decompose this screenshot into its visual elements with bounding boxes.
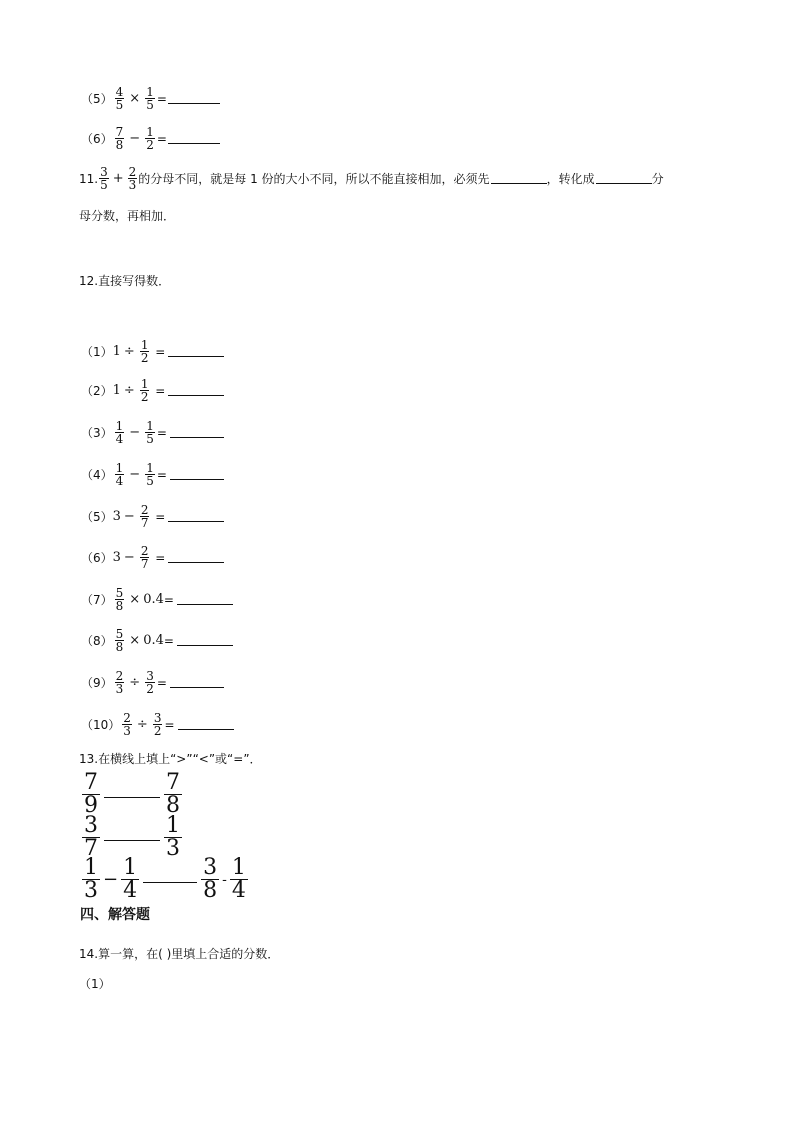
q12-item (81, 462, 224, 487)
q13-title (79, 750, 262, 767)
q12-item (81, 587, 233, 612)
fraction: $\frac{3}{2}$ (146, 669, 154, 696)
equals-sign: = (156, 131, 167, 146)
operator: ÷ (123, 344, 135, 359)
operator: − (129, 467, 141, 482)
q14-title (79, 945, 279, 962)
q12-item (81, 712, 234, 737)
operator: × (129, 633, 141, 648)
item-label: （8） (81, 634, 113, 648)
equals-sign: = (163, 633, 174, 648)
q13-row-1 (82, 772, 182, 817)
item-label: （5） (81, 510, 113, 524)
q14-sub (79, 975, 111, 992)
question-text: ，转化成 (546, 172, 595, 186)
number: 0.4 (143, 592, 164, 607)
answer-blank[interactable] (168, 142, 220, 144)
q13-row-2 (82, 815, 182, 860)
answer-blank[interactable] (168, 394, 224, 396)
question-text: 母分数，再相加． (79, 209, 176, 223)
fraction: $\frac{2}{7}$ (140, 503, 149, 530)
question-title: 14.算一算，在( )里填上合适的分数． (79, 947, 280, 961)
fraction: $\frac{3}{2}$ (153, 711, 162, 738)
number: 3 (112, 550, 121, 565)
operator: − (129, 425, 141, 440)
q11-line-1 (79, 166, 664, 191)
q12-title (79, 272, 170, 289)
operator: ÷ (136, 717, 148, 732)
fraction: $\frac{1}{4}$ (123, 855, 138, 903)
fraction: $\frac{1}{4}$ (115, 419, 124, 446)
fraction: $\frac{1}{2}$ (140, 338, 149, 365)
item-label: （6） (81, 132, 113, 146)
item-label: （9） (81, 676, 113, 690)
fraction: $\frac{5}{8}$ (115, 627, 124, 654)
operator: × (129, 91, 141, 106)
q12-item (81, 504, 224, 529)
question-text: 的分母不同，就是每 1 份的大小不同，所以不能直接相加，必须先 (138, 172, 490, 186)
fraction: $\frac{2}{3}$ (128, 165, 137, 192)
q12-item (81, 545, 224, 570)
operator: ÷ (123, 383, 135, 398)
item-label: （10） (81, 718, 121, 732)
compare-blank[interactable] (104, 839, 160, 841)
fraction: 7 9 (84, 770, 98, 818)
item-label: （1） (81, 345, 113, 359)
answer-blank-2[interactable] (596, 182, 652, 184)
fraction: $\frac{2}{3}$ (123, 711, 131, 738)
answer-blank[interactable] (178, 728, 234, 730)
q12-item (81, 670, 224, 695)
equals-sign: = (151, 344, 166, 359)
operator: × (129, 592, 141, 607)
q11-line-2 (79, 207, 175, 224)
number: 1 (112, 344, 121, 359)
answer-blank-1[interactable] (491, 182, 547, 184)
equals-sign: = (156, 425, 167, 440)
answer-blank[interactable] (177, 644, 233, 646)
question-text: 分 (651, 172, 664, 186)
fraction: $\frac{1}{5}$ (146, 419, 154, 446)
fraction: $\frac{2}{3}$ (115, 669, 124, 696)
item-label: （1） (79, 977, 111, 991)
answer-blank[interactable] (170, 686, 224, 688)
q12-item (81, 339, 224, 364)
number: 3 (112, 509, 121, 524)
answer-blank[interactable] (170, 478, 224, 480)
compare-blank[interactable] (143, 881, 197, 883)
operator: − (103, 869, 119, 890)
q10-item-6 (81, 126, 220, 151)
answer-blank[interactable] (170, 436, 224, 438)
operator: − (129, 131, 141, 146)
fraction: $\frac{1}{2}$ (140, 377, 149, 404)
answer-blank[interactable] (168, 561, 224, 563)
item-label: （7） (81, 593, 113, 607)
operator: − (123, 509, 135, 524)
equals-sign: = (156, 91, 167, 106)
answer-blank[interactable] (168, 520, 224, 522)
equals-sign: = (164, 717, 175, 732)
item-label: （4） (81, 468, 113, 482)
equals-sign: = (156, 467, 167, 482)
item-label: （5） (81, 92, 113, 106)
item-label: （2） (81, 384, 113, 398)
operator: + (112, 171, 124, 186)
compare-blank[interactable] (104, 796, 160, 798)
fraction: $\frac{1}{5}$ (146, 85, 154, 112)
fraction: 3 7 (84, 813, 98, 861)
fraction: $\frac{3}{5}$ (100, 165, 108, 192)
equals-sign: = (151, 550, 166, 565)
q12-item (81, 378, 224, 403)
q10-item-5 (81, 86, 220, 111)
fraction: $\frac{2}{7}$ (140, 544, 149, 571)
fraction: $\frac{5}{8}$ (115, 586, 124, 613)
equals-sign: = (151, 509, 166, 524)
answer-blank[interactable] (177, 603, 233, 605)
fraction: $\frac{1}{4}$ (115, 461, 124, 488)
fraction: $\frac{1}{2}$ (146, 125, 154, 152)
answer-blank[interactable] (168, 102, 220, 104)
equals-sign: = (163, 592, 174, 607)
fraction: $\frac{1}{5}$ (146, 461, 154, 488)
fraction: 7 8 (166, 770, 180, 818)
operator: − (123, 550, 135, 565)
fraction: $\frac{4}{5}$ (115, 85, 124, 112)
question-title: 13.在横线上填上“>”“<”或“=”． (79, 752, 262, 766)
number: 0.4 (143, 633, 164, 648)
fraction: 1 4 (231, 855, 246, 903)
q13-row-3 (82, 857, 248, 902)
item-label: （3） (81, 426, 113, 440)
fraction: $\frac{7}{8}$ (115, 125, 124, 152)
number: 1 (112, 383, 121, 398)
fraction: 1 3 (166, 813, 180, 861)
equals-sign: = (151, 383, 166, 398)
operator: - (222, 871, 227, 888)
fraction: 3 8 (203, 855, 218, 903)
question-number: 11. (79, 171, 99, 186)
fraction: 1 3 (84, 855, 98, 903)
answer-blank[interactable] (168, 355, 224, 357)
section-heading: 四、解答题 (80, 907, 150, 923)
question-title: 12.直接写得数． (79, 274, 171, 288)
equals-sign: = (156, 675, 167, 690)
item-label: （6） (81, 551, 113, 565)
operator: ÷ (129, 675, 141, 690)
q12-item (81, 628, 233, 653)
q12-item (81, 420, 224, 445)
